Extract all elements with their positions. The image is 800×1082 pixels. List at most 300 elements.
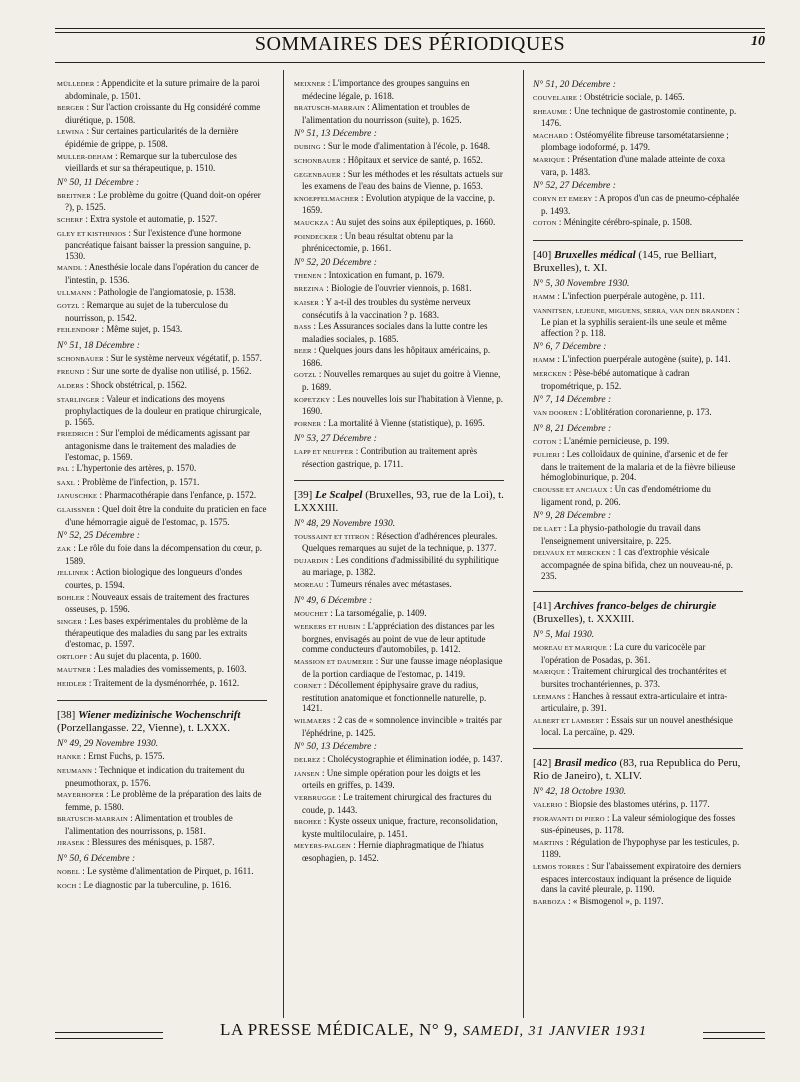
article-entry — [57, 428, 267, 462]
article-entry — [533, 813, 743, 836]
issue-date: N° 51, 18 Décembre : — [57, 340, 140, 351]
article-text: : Pathologie de l'angiomatosie, p. 1538. — [91, 286, 236, 297]
article-author: DELREZ — [294, 757, 321, 765]
entry-list — [533, 799, 743, 908]
article-entry — [57, 477, 267, 490]
article-author: MEYERS-PALGEN — [294, 843, 351, 851]
article-text: : L'appréciation des distances par les borgnes, envisagés au point de vue de leur aptitude comme conducteurs d'automobiles, p. 1412. — [302, 621, 495, 655]
article-text: : L'importance des groupes sanguins en médecine légale, p. 1618. — [302, 78, 470, 101]
article-text: : Sur certaines particularités de la dernière épidémie de grippe, p. 1508. — [65, 126, 239, 149]
article-entry — [533, 193, 743, 216]
article-text: : Ernst Fuchs, p. 1575. — [81, 751, 165, 762]
article-text: : Les Assurances sociales dans la lutte contre les maladies sociales, p. 1685. — [302, 321, 488, 344]
footer-rule-left — [55, 1032, 163, 1039]
article-entry — [533, 523, 743, 546]
article-author: MOUCHET — [294, 610, 329, 618]
article-entry — [57, 678, 267, 691]
article-entry — [533, 291, 743, 304]
entry-list — [57, 751, 267, 850]
article-author: VANNITSEN, LEJEUNE, MIGUENS, SERRA, VAN DEN BRANDEN — [533, 307, 735, 315]
footer-title — [170, 1020, 697, 1040]
journal-number: [41] — [533, 600, 552, 613]
article-text: : Alimentation et troubles de l'alimentation du nourrisson (suite), p. 1625. — [302, 102, 470, 125]
article-text: : La physio-pathologie du travail dans l'enseignement universitaire, p. 225. — [541, 523, 701, 546]
article-author: CORNET — [294, 683, 322, 691]
article-author: COUVELAIRE — [533, 95, 578, 102]
article-entry — [533, 436, 743, 449]
article-text: : Intoxication en fumant, p. 1679. — [321, 269, 445, 280]
article-entry — [294, 816, 504, 839]
article-author: LEWINA — [57, 129, 85, 137]
issue-date: N° 50, 6 Décembre : — [57, 854, 136, 865]
article-entry — [57, 751, 267, 764]
article-text: : Problème de l'infection, p. 1571. — [75, 476, 200, 487]
article-text: : Sur l'emploi de médicaments agissant par antagonisme dans le traitement des maladies de l'estomac, p. 1569. — [65, 428, 250, 462]
article-author: MANDL — [57, 265, 83, 273]
article-author: BREZINA — [294, 286, 324, 294]
article-entry — [533, 217, 743, 230]
article-author: WEEKERS ET HUBIN — [294, 624, 361, 632]
article-entry — [533, 130, 743, 153]
article-text: : Nouvelles remarques au sujet du goitre à Vienne, p. 1689. — [302, 369, 501, 393]
article-author: HANKE — [57, 754, 82, 762]
entry-list — [533, 642, 743, 738]
issue-date: N° 52, 27 Décembre : — [533, 181, 616, 192]
article-author: BASS — [294, 324, 312, 332]
article-author: JANSEN — [294, 770, 320, 778]
article-author: KOCH — [57, 882, 77, 890]
article-text: : Action biologique des longueurs d'ondes courtes, p. 1594. — [65, 567, 243, 590]
entry-list — [533, 436, 743, 508]
article-entry — [294, 217, 504, 230]
article-entry — [294, 656, 504, 679]
article-entry — [294, 531, 504, 554]
article-author: KAISER — [294, 299, 320, 307]
article-text: : Technique et indication du traitement du pneumothorax, p. 1576. — [65, 764, 245, 788]
issue-date: N° 42, 18 Octobre 1930. — [533, 786, 627, 797]
article-author: BEER — [294, 348, 312, 356]
article-entry — [533, 861, 743, 895]
article-entry — [294, 680, 504, 714]
article-entry — [57, 463, 267, 476]
issue-date: N° 6, 7 Décembre : — [533, 342, 607, 353]
article-text: : Les conditions d'admissibilité du syphilitique au mariage, p. 1382. — [302, 554, 499, 578]
article-entry — [57, 543, 267, 566]
entry-list — [294, 446, 504, 469]
article-author: GLAISSNER — [57, 507, 96, 514]
article-text: : « Bismogenol », p. 1197. — [565, 895, 664, 906]
page-number: 10 — [751, 34, 765, 49]
issue-date: N° 53, 27 Décembre : — [294, 434, 377, 445]
article-text: : Les bases expérimentales du problème de la thérapeutique des maladies du sang par les extraits d'estomac, p. 1597. — [65, 615, 248, 649]
article-text: : Le traitement chirurgical des fractures du coude, p. 1443. — [302, 791, 492, 815]
article-author: FIORAVANTI DI PIERO — [533, 815, 605, 823]
article-text: : La tarsomégalie, p. 1409. — [328, 607, 427, 618]
article-text: : Hernie diaphragmatique de l'hiatus œsophagien, p. 1452. — [302, 840, 484, 863]
article-text: : Hôpitaux et service de santé, p. 1652. — [340, 154, 483, 165]
article-text: : Appendicite et la suture primaire de la paroi abdominale, p. 1501. — [65, 78, 260, 101]
article-author: MARIQUE — [533, 669, 566, 677]
article-entry — [533, 642, 743, 665]
entry-list — [294, 754, 504, 863]
article-text: : Nouveaux essais de traitement des fractures osseuses, p. 1596. — [65, 591, 250, 615]
article-text: : Quel doit être la conduite du praticien en face d'une hémorragie aiguë de l'estomac, p. 1575. — [65, 504, 267, 527]
article-entry — [57, 490, 267, 503]
article-entry — [57, 616, 267, 650]
article-text: : L'hypertonie des artères, p. 1570. — [69, 463, 197, 474]
journal-info: (145, rue Belliart, Bruxelles), t. XI. — [533, 248, 717, 274]
article-entry — [294, 715, 504, 738]
article-text: : L'oblitération coronarienne, p. 173. — [577, 407, 712, 418]
footer-journal: LA PRESSE MÉDICALE, N° 9, — [220, 1020, 459, 1039]
journal-heading — [294, 489, 504, 515]
journal-name: Bruxelles médical — [554, 248, 636, 261]
column-divider-1 — [283, 70, 284, 1018]
article-author: ULLMANN — [57, 289, 92, 297]
article-text: : Hanches à ressaut extra-articulaire et intra-articulaire, p. 391. — [541, 690, 728, 714]
section-separator — [294, 480, 504, 481]
article-entry — [57, 287, 267, 300]
article-author: BARBOZA — [533, 898, 566, 906]
journal-heading — [533, 249, 743, 275]
article-text: : Une technique de gastrostomie continente, p. 1476. — [541, 105, 737, 129]
article-entry — [294, 418, 504, 431]
header-rule-bottom — [55, 62, 765, 63]
page-footer — [55, 1018, 765, 1048]
journal-name: Wiener medizinische Wochenschrift — [78, 709, 241, 722]
article-text: : Le pian et la syphilis seraient-ils une seule et même affection ? p. 118. — [541, 304, 740, 338]
article-entry — [294, 297, 504, 320]
article-author: VALERIO — [533, 801, 563, 809]
issue-date: N° 49, 6 Décembre : — [294, 595, 373, 606]
article-author: JELLINEK — [57, 570, 89, 578]
article-entry — [294, 768, 504, 791]
article-author: MULLER-DEHAM — [57, 153, 113, 161]
article-text: : Contribution au traitement après résection gastrique, p. 1711. — [302, 446, 478, 470]
article-entry — [57, 102, 267, 125]
article-entry — [57, 151, 267, 174]
article-author: COTON — [533, 220, 557, 228]
journal-info: (Porzellangasse. 22, Vienne), t. LXXX. — [57, 722, 230, 735]
article-author: VAN DOOREN — [533, 410, 578, 418]
article-author: SCHERF — [57, 216, 84, 224]
article-author: MAUCKZA — [294, 219, 329, 227]
article-author: BROHEE — [294, 819, 322, 827]
article-text: : Un beau résultat obtenu par la phrénicectomie, p. 1661. — [302, 230, 453, 254]
article-author: MEIXNER — [294, 81, 326, 88]
article-entry — [533, 154, 743, 177]
article-entry — [533, 666, 743, 689]
article-entry — [533, 449, 743, 483]
article-text: : Sur une sorte de dyalise non utilisé, p. 1562. — [84, 366, 252, 377]
article-author: DE LAET — [533, 526, 562, 534]
article-text: : Les maladies des vomissements, p. 1603. — [91, 664, 247, 675]
article-author: MARTINS — [533, 839, 564, 847]
article-author: HAMM — [533, 357, 556, 365]
article-text: : 2 cas de « somnolence invincible » traités par l'éphédrine, p. 1425. — [302, 714, 502, 738]
article-entry — [57, 880, 267, 893]
article-entry — [294, 141, 504, 154]
article-author: TOUSSAINT ET TITRON — [294, 533, 370, 541]
article-author: THENEN — [294, 272, 322, 280]
article-text: : Tumeurs rénales avec métastases. — [323, 579, 452, 589]
issue-date: N° 51, 13 Décembre : — [294, 129, 377, 140]
article-entry — [294, 321, 504, 344]
article-entry — [533, 368, 743, 391]
article-text: : Remarque sur la tuberculose des vieillards et sur sa thérapeutique, p. 1510. — [65, 150, 237, 174]
article-entry — [57, 214, 267, 227]
article-author: GLEY ET KISTHINIOS — [57, 230, 127, 238]
article-author: POINDECKER — [294, 233, 338, 241]
article-entry — [294, 193, 504, 216]
article-text: : Sur le mode d'alimentation à l'école, p. 1648. — [320, 141, 491, 152]
entry-list — [533, 523, 743, 581]
article-text: : Obstétricie sociale, p. 1465. — [577, 92, 685, 102]
article-entry — [57, 567, 267, 590]
entry-list — [533, 193, 743, 230]
article-author: BRATUSCH-MARRAIN — [57, 816, 128, 824]
section-separator — [533, 591, 743, 592]
article-author: BRATUSCH-MARRAIN — [294, 105, 365, 113]
article-author: FEILENDORF — [57, 327, 100, 335]
article-entry — [294, 792, 504, 815]
article-author: MAYERHOFER — [57, 792, 104, 800]
entry-list — [57, 190, 267, 337]
article-entry — [57, 353, 267, 366]
column-1 — [57, 78, 267, 896]
article-author: GOTZL — [294, 372, 317, 380]
article-entry — [57, 765, 267, 788]
article-text: : Kyste osseux unique, fracture, reconsolidation, kyste multiloculaire, p. 1451. — [302, 816, 498, 839]
article-text: : Y a-t-il des troubles du système nerveux consécutifs à la vaccination ? p. 1683. — [302, 296, 471, 320]
article-author: MACHARD — [533, 132, 569, 140]
issue-date: N° 7, 14 Décembre : — [533, 395, 612, 406]
article-text: : L'infection puerpérale autogène (suite), p. 141. — [555, 354, 731, 365]
article-author: SCHONBAUER — [57, 355, 104, 363]
article-entry — [294, 231, 504, 254]
journal-number: [42] — [533, 756, 552, 769]
article-author: STARLINGER — [57, 396, 100, 404]
article-text: : Cholécystographie et élimination iodée, p. 1437. — [320, 754, 503, 765]
article-author: MARIQUE — [533, 156, 566, 164]
article-text: : Anesthésie locale dans l'opération du cancer de l'intestin, p. 1536. — [65, 262, 259, 285]
article-author: GOTZL — [57, 303, 80, 311]
journal-heading — [533, 757, 743, 783]
article-author: FREUND — [57, 369, 85, 377]
article-author: MÜLLEDER — [57, 81, 95, 88]
article-author: KOPETZKY — [294, 396, 331, 404]
entry-list — [533, 407, 743, 420]
entry-list — [57, 78, 267, 174]
article-author: PORNER — [294, 420, 322, 428]
issue-date: N° 5, 30 Novembre 1930. — [533, 278, 630, 289]
section-separator — [57, 700, 267, 701]
article-author: ORTLOFF — [57, 653, 88, 661]
article-author: MAUTNER — [57, 667, 92, 675]
article-author: MOREAU ET MARIQUE — [533, 645, 607, 653]
issue-date: N° 52, 25 Décembre : — [57, 531, 140, 542]
article-text: : Un cas d'endométriome du ligament rond, p. 206. — [541, 484, 711, 507]
article-text: : Le diagnostic par la tuberculine, p. 1616. — [76, 879, 232, 890]
article-text: : Sur les méthodes et les résultats actuels sur les examens de l'eau des bains de Vienne, p. 1653. — [302, 168, 503, 192]
issue-date: N° 52, 20 Décembre : — [294, 257, 377, 268]
article-text: : Régulation de l'hypophyse par les testicules, p. 1189. — [541, 836, 740, 860]
article-entry — [57, 262, 267, 285]
article-author: JIRASEK — [57, 840, 85, 848]
article-author: PAL — [57, 466, 70, 474]
article-entry — [57, 813, 267, 836]
article-entry — [57, 394, 267, 428]
article-author: LEMOS TORRES — [533, 863, 585, 871]
article-entry — [533, 799, 743, 812]
article-entry — [533, 92, 743, 105]
footer-rule-right — [703, 1032, 765, 1039]
article-author: FRIEDRICH — [57, 431, 94, 439]
article-entry — [57, 366, 267, 379]
journal-number: [39] — [294, 488, 313, 501]
article-entry — [294, 555, 504, 578]
article-text: : Les nouvelles lois sur l'habitation à Vienne, p. 1690. — [302, 393, 504, 417]
article-entry — [533, 484, 743, 507]
article-text: : Les colloïdaux de quinine, d'arsenic et de fer dans le traitement de la malaria et de la fièvre bilieuse hémoglobinurique, p. 204. — [541, 449, 736, 483]
article-author: MOREAU — [294, 582, 324, 589]
article-entry — [533, 407, 743, 420]
article-author: HEIDLER — [57, 680, 87, 688]
entry-list — [294, 78, 504, 125]
article-text: : L'infection puerpérale autogène, p. 111. — [555, 290, 705, 301]
article-text: : Pharmacothérapie dans l'enfance, p. 1572. — [97, 490, 257, 501]
article-entry — [57, 78, 267, 101]
article-author: LEEMANS — [533, 693, 566, 701]
article-entry — [294, 270, 504, 283]
article-text: : Sur le système nerveux végétatif, p. 1557. — [103, 352, 262, 363]
entry-list — [294, 531, 504, 592]
article-author: DUBING — [294, 144, 321, 152]
issue-date: N° 49, 29 Novembre 1930. — [57, 739, 159, 750]
article-text: : Le système d'alimentation de Pirquet, p. 1611. — [79, 866, 254, 877]
article-entry — [294, 621, 504, 655]
article-text: : Ostéomyélite fibreuse tarsométatarsienne ; plombage iodoformé, p. 1479. — [541, 129, 729, 153]
article-text: : Shock obstétrical, p. 1562. — [83, 380, 187, 391]
article-entry — [57, 300, 267, 323]
article-author: NEUMANN — [57, 767, 93, 775]
article-author: PULIERI — [533, 452, 560, 460]
article-text: : Biopsie des blastomes utérins, p. 1177. — [562, 798, 710, 809]
entry-list — [533, 92, 743, 177]
article-text: : Essais sur un nouvel anesthésique local. La percaïne, p. 429. — [541, 714, 733, 738]
article-author: COTON — [533, 438, 557, 446]
journal-info: (83, rua Republica do Peru, Rio de Janeiro), t. XLIV. — [533, 756, 741, 782]
article-entry — [533, 106, 743, 129]
article-entry — [57, 504, 267, 527]
issue-date: N° 50, 13 Décembre : — [294, 742, 377, 753]
journal-heading — [533, 600, 743, 626]
entry-list — [294, 608, 504, 739]
article-author: VERBRUGGE — [294, 794, 337, 802]
article-text: : Présentation d'une malade atteinte de coxa vara, p. 1483. — [541, 153, 725, 177]
article-text: : Remarque au sujet de la tuberculose du nourrisson, p. 1542. — [65, 300, 229, 323]
entry-list — [533, 354, 743, 391]
article-text: : Résection d'adhérences pleurales. Quelques remarques au sujet de la technique, p. 1377. — [302, 530, 498, 554]
article-entry — [533, 896, 743, 909]
article-text: : Pèse-bébé automatique à cadran tropométrique, p. 152. — [541, 367, 690, 391]
issue-date: N° 8, 21 Décembre : — [533, 423, 612, 434]
article-entry — [294, 608, 504, 621]
issue-date: N° 51, 20 Décembre : — [533, 80, 616, 90]
article-entry — [533, 837, 743, 860]
journal-name: Le Scalpel — [315, 488, 363, 501]
issue-date: N° 48, 29 Novembre 1930. — [294, 518, 396, 529]
column-2 — [294, 78, 504, 867]
article-text: : 1 cas d'extrophie vésicale accompagnée de spina bifida, chez un nouveau-né, p. 235. — [541, 547, 733, 581]
article-author: NOBEL — [57, 869, 80, 877]
article-text: : Méningite cérébro-spinale, p. 1508. — [556, 217, 693, 228]
article-text: : Le rôle du foie dans la décompensation du cœur, p. 1589. — [65, 543, 262, 566]
issue-date: N° 5, Mai 1930. — [533, 630, 595, 641]
entry-list — [294, 270, 504, 431]
article-text: : Traitement chirurgical des trochantérites et bursites trochantériennes, p. 373. — [541, 666, 727, 689]
entry-list — [294, 141, 504, 253]
section-separator — [533, 748, 743, 749]
article-entry — [533, 715, 743, 738]
article-entry — [294, 369, 504, 392]
article-entry — [294, 78, 504, 101]
article-text: : La mortalité à Vienne (statistique), p. 1695. — [321, 417, 485, 428]
article-text: : Traitement de la dysménorrhée, p. 1612. — [86, 677, 240, 688]
article-entry — [294, 102, 504, 125]
article-text: : Décollement épiphysaire grave du radius, restitution anatomique et fonctionnelle naturelle, p. 1421. — [302, 680, 487, 714]
article-author: LAPP ET NEUFFER — [294, 449, 354, 457]
header-rule-top — [55, 28, 765, 29]
article-author: GEGENBAUER — [294, 171, 341, 179]
page-header — [55, 28, 765, 64]
entry-list — [533, 291, 743, 338]
article-entry — [57, 380, 267, 393]
article-text: : Blessures des ménisques, p. 1587. — [84, 837, 215, 848]
article-author: ZAK — [57, 546, 72, 554]
article-text: : Sur l'existence d'une hormone pancréatique faisant baisser la pression sanguine, p. 1530. — [65, 227, 251, 261]
article-author: SINGER — [57, 618, 83, 626]
journal-info: (Bruxelles, 93, rue de la Loi), t. LXXXIII. — [294, 488, 504, 514]
article-entry — [57, 651, 267, 664]
article-entry — [57, 592, 267, 615]
article-author: CORYN ET EMERY — [533, 196, 593, 204]
article-text: : Le problème du goitre (Quand doit-on opérer ?), p. 1525. — [65, 189, 261, 213]
article-author: SAXL — [57, 479, 76, 487]
article-text: : Evolution atypique de la vaccine, p. 1659. — [302, 192, 495, 216]
article-author: MASSION ET DAUMERIE — [294, 658, 374, 666]
article-text: : La valeur sémiologique des fosses sus-épineuses, p. 1178. — [541, 812, 736, 836]
article-author: CROUSSE ET ANCIAUX — [533, 487, 608, 495]
entry-list — [57, 543, 267, 690]
issue-date: N° 50, 11 Décembre : — [57, 177, 140, 188]
article-author: BREITNER — [57, 192, 91, 200]
article-text: : Une simple opération pour les doigts et les orteils en griffes, p. 1439. — [302, 767, 481, 791]
article-author: MERCKEN — [533, 370, 567, 378]
article-entry — [294, 345, 504, 368]
entry-list — [57, 866, 267, 892]
article-text: : Le problème de la préparation des laits de femme, p. 1580. — [65, 789, 262, 812]
article-text: : Extra systole et automatie, p. 1527. — [83, 213, 218, 224]
article-text: : Au sujet du placenta, p. 1600. — [87, 650, 202, 661]
article-text: : Valeur et indications des moyens prophylactiques de la douleur en pratique chirurgicale, p. 1565. — [65, 393, 262, 427]
article-entry — [57, 837, 267, 850]
article-author: DELVAUX ET MERCKEN — [533, 550, 611, 558]
article-author: DUJARDIN — [294, 557, 329, 565]
article-author: HAMM — [533, 293, 556, 301]
article-entry — [57, 789, 267, 812]
journal-heading — [57, 709, 267, 735]
